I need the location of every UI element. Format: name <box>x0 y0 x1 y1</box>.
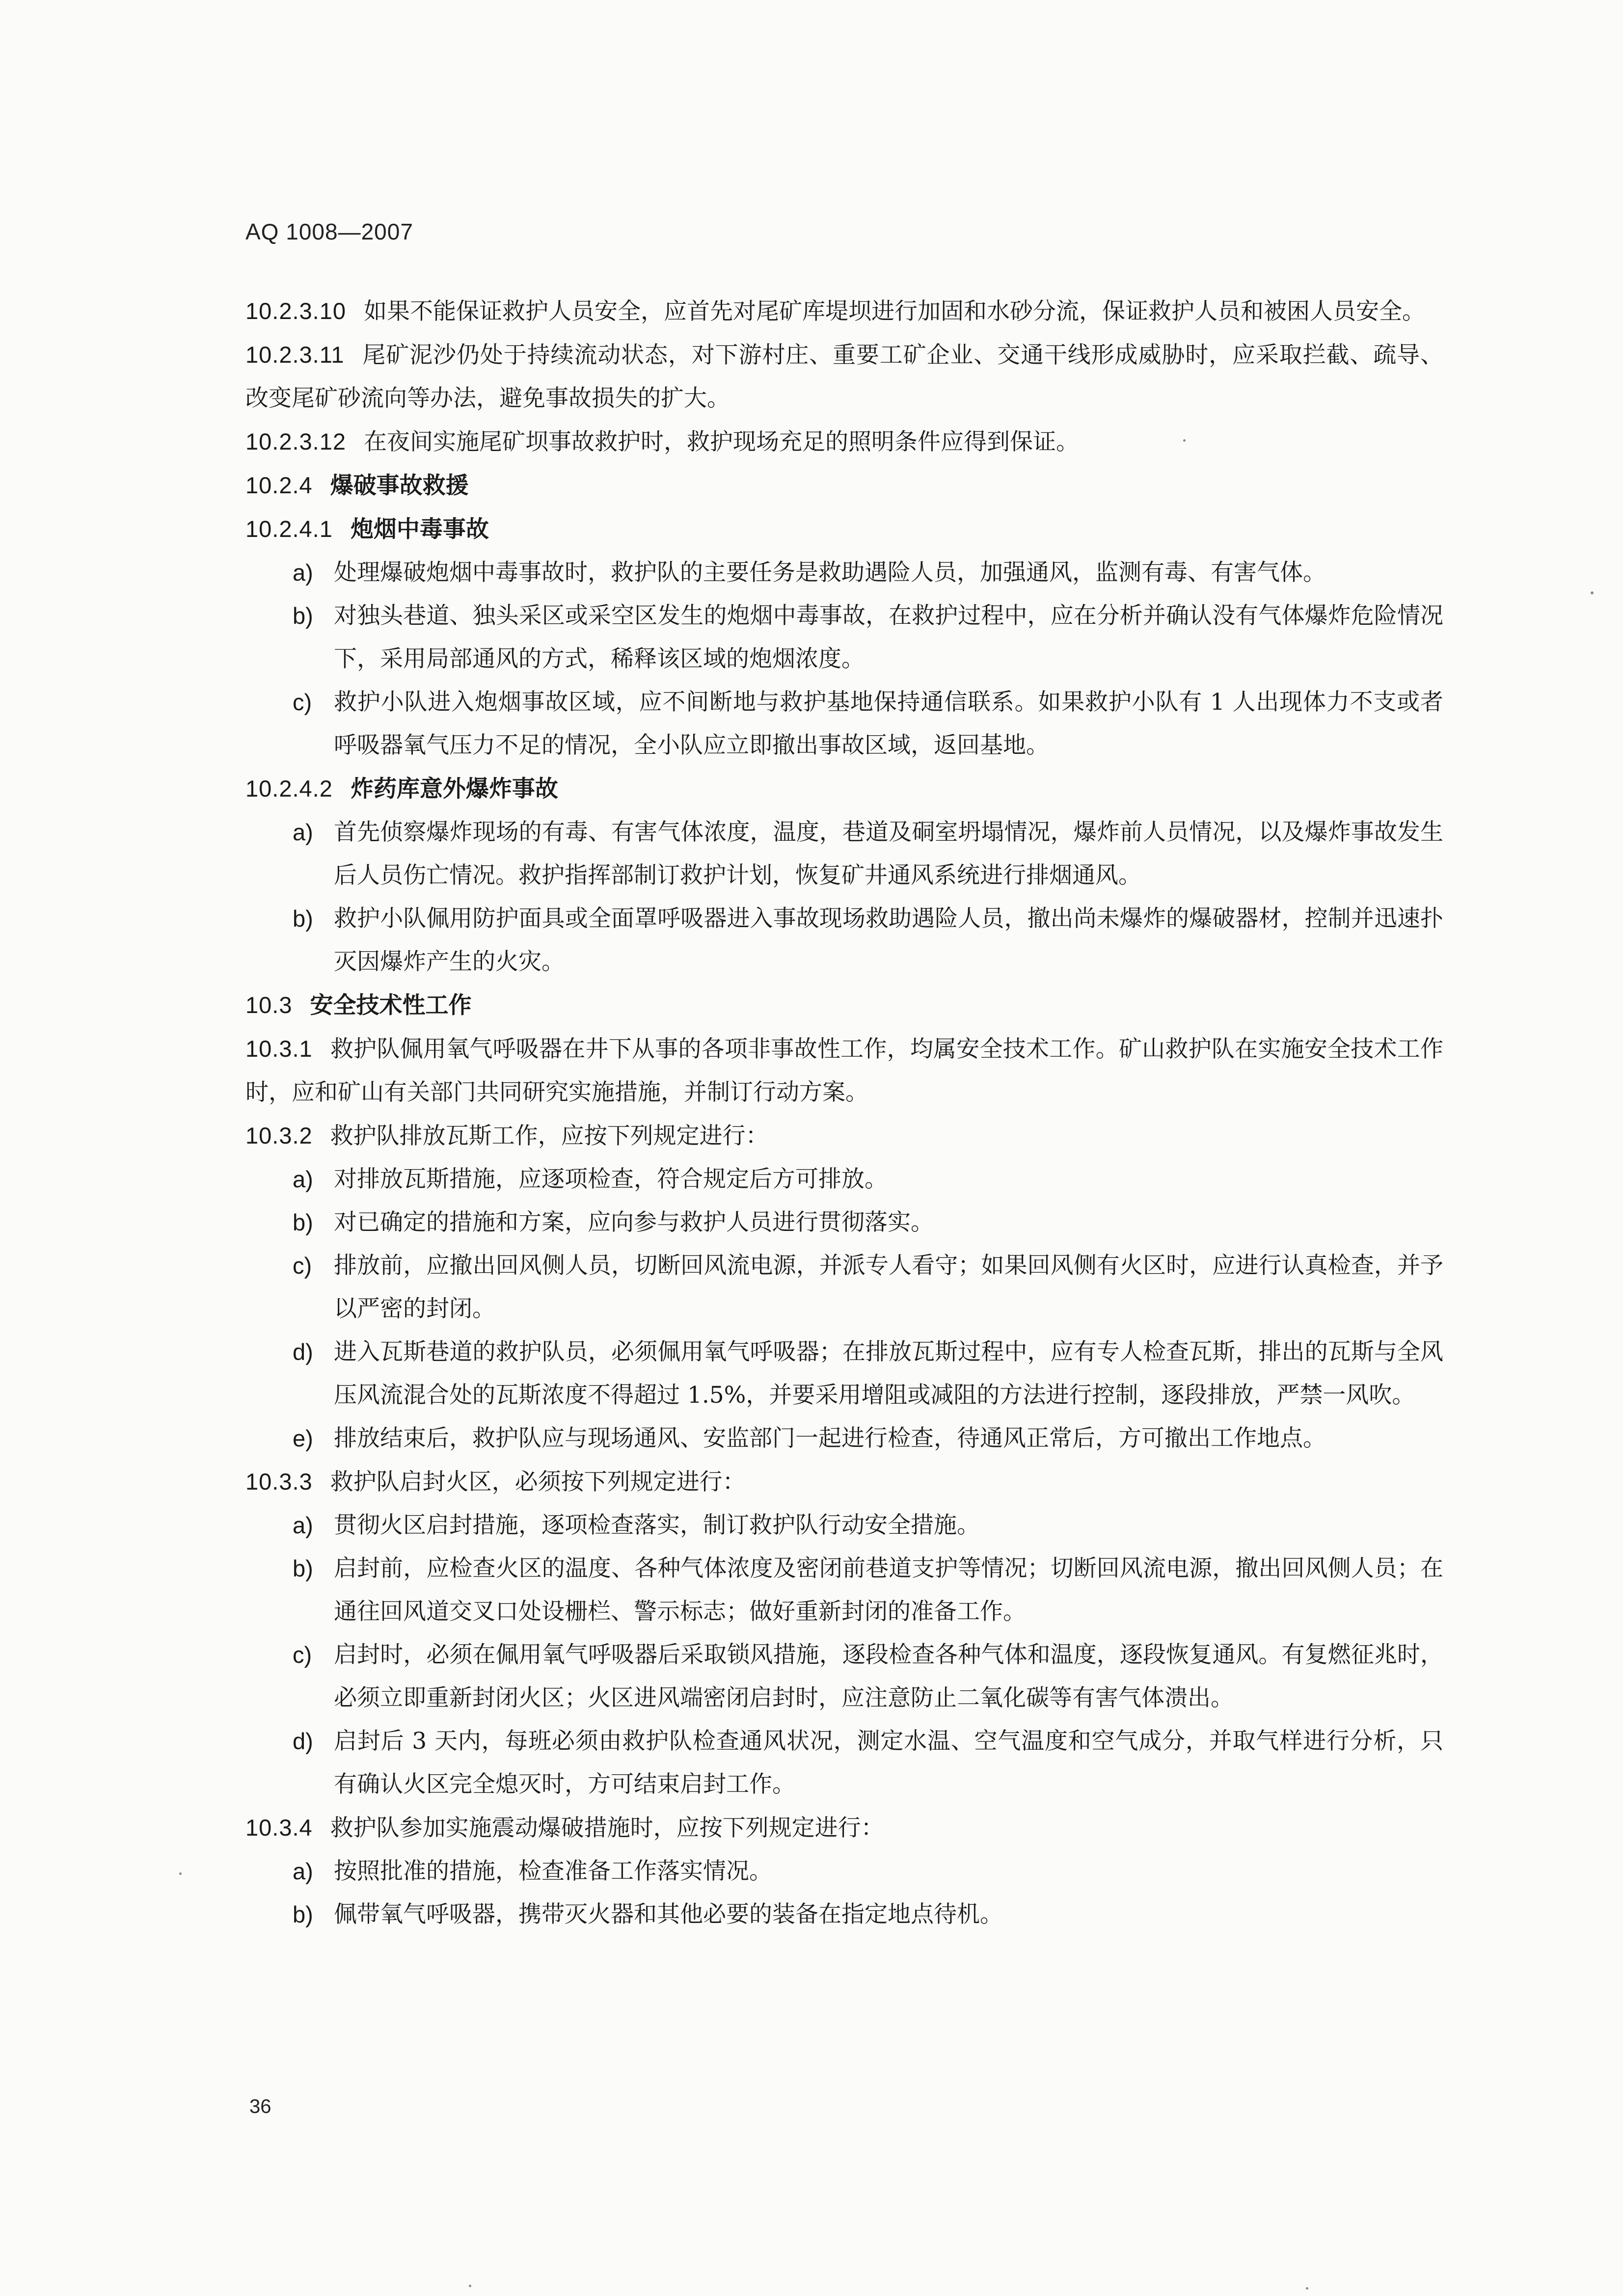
list-item-marker: b) <box>293 906 313 932</box>
clause-text: 尾矿泥沙仍处于持续流动状态，对下游村庄、重要工矿企业、交通干线形成威胁时，应采取拦截、疏导、改变尾矿砂流向等办法，避免事故损失的扩大。 <box>245 342 1443 412</box>
clause-number: 10.3 <box>245 992 293 1018</box>
list-item-marker: a) <box>293 1512 313 1538</box>
clause-paragraph <box>245 1460 1443 1504</box>
scan-speck <box>1183 439 1186 442</box>
list-item-marker: b) <box>293 1901 313 1927</box>
clause-text: 如果不能保证救护人员安全，应首先对尾矿库堤坝进行加固和水砂分流，保证救护人员和被困人员安全。 <box>364 298 1426 325</box>
list-item <box>245 1547 1443 1633</box>
heading-text: 安全技术性工作 <box>310 992 472 1019</box>
section-heading <box>245 507 1443 551</box>
clause-text: 救护队佩用氧气呼吸器在井下从事的各项非事故性工作，均属安全技术工作。矿山救护队在实施安全技术工作时，应和矿山有关部门共同研究实施措施，并制订行动方案。 <box>245 1036 1443 1106</box>
clause-paragraph <box>245 290 1443 333</box>
list-item <box>245 1417 1443 1460</box>
clause-text: 在夜间实施尾矿坝事故救护时，救护现场充足的照明条件应得到保证。 <box>364 428 1080 455</box>
clause-number: 10.2.4.1 <box>245 516 333 542</box>
list-item-text: 启封前，应检查火区的温度、各种气体浓度及密闭前巷道支护等情况；切断回风流电源，撤出回风侧人员；在通往回风道交叉口处设栅栏、警示标志；做好重新封闭的准备工作。 <box>334 1555 1443 1625</box>
list-item <box>245 1893 1443 1936</box>
list-item-text: 处理爆破炮烟中毒事故时，救护队的主要任务是救助遇险人员，加强通风，监测有毒、有害气体。 <box>334 559 1326 586</box>
list-item-text: 首先侦察爆炸现场的有毒、有害气体浓度，温度，巷道及硐室坍塌情况，爆炸前人员情况，以及爆炸事故发生后人员伤亡情况。救护指挥部制订救护计划，恢复矿井通风系统进行排烟通风。 <box>334 819 1443 889</box>
clause-paragraph <box>245 1806 1443 1850</box>
list-item <box>245 1720 1443 1806</box>
list-item-text: 启封时，必须在佩用氧气呼吸器后采取锁风措施，逐段检查各种气体和温度，逐段恢复通风。有复燃征兆时，必须立即重新封闭火区；火区进风端密闭启封时，应注意防止二氧化碳等有害气体溃出。 <box>334 1641 1443 1711</box>
list-item <box>245 1201 1443 1244</box>
list-item <box>245 1850 1443 1893</box>
list-item-text: 进入瓦斯巷道的救护队员，必须佩用氧气呼吸器；在排放瓦斯过程中，应有专人检查瓦斯，排出的瓦斯与全风压风流混合处的瓦斯浓度不得超过 1.5%，并要采用增阻或减阻的方法进行控制，逐段排放，严禁一风吹。 <box>334 1338 1443 1409</box>
list-item-marker: c) <box>293 1253 312 1279</box>
list-item <box>245 897 1443 984</box>
list-item-text: 佩带氧气呼吸器，携带灭火器和其他必要的装备在指定地点待机。 <box>334 1901 1003 1928</box>
scan-speck <box>469 2285 471 2287</box>
list-item <box>245 681 1443 767</box>
list-item <box>245 1633 1443 1720</box>
page-number: 36 <box>249 2096 271 2117</box>
list-item-marker: c) <box>293 1642 312 1668</box>
clause-text: 救护队参加实施震动爆破措施时，应按下列规定进行： <box>330 1815 884 1842</box>
list-item <box>245 1331 1443 1417</box>
list-item <box>245 1158 1443 1201</box>
list-item-marker: b) <box>293 1209 313 1235</box>
clause-number: 10.2.3.12 <box>245 428 347 454</box>
list-item <box>245 1504 1443 1547</box>
heading-text: 炸药库意外爆炸事故 <box>350 775 558 802</box>
clause-number: 10.3.1 <box>245 1036 313 1062</box>
scan-speck <box>1306 2287 1308 2290</box>
section-heading <box>245 767 1443 811</box>
clause-number: 10.2.4.2 <box>245 775 333 801</box>
clause-paragraph <box>245 1027 1443 1114</box>
list-item-text: 救护小队进入炮烟事故区域，应不间断地与救护基地保持通信联系。如果救护小队有 1 人出现体力不支或者呼吸器氧气压力不足的情况，全小队应立即撤出事故区域，返回基地。 <box>334 689 1443 759</box>
clause-number: 10.3.2 <box>245 1122 313 1148</box>
section-heading <box>245 984 1443 1027</box>
list-item <box>245 594 1443 681</box>
document-body <box>245 290 1443 1936</box>
list-item-text: 贯彻火区启封措施，逐项检查落实，制订救护队行动安全措施。 <box>334 1512 980 1539</box>
list-item-marker: b) <box>293 1555 313 1581</box>
list-item-marker: c) <box>293 689 312 715</box>
heading-text: 炮烟中毒事故 <box>350 516 489 543</box>
clause-text: 救护队启封火区，必须按下列规定进行： <box>330 1468 746 1495</box>
clause-number: 10.2.3.10 <box>245 298 347 324</box>
scan-speck <box>179 1872 182 1875</box>
list-item-text: 启封后 3 天内，每班必须由救护队检查通风状况，测定水温、空气温度和空气成分，并取气样进行分析，只有确认火区完全熄灭时，方可结束启封工作。 <box>334 1728 1443 1798</box>
list-item-marker: a) <box>293 1858 313 1884</box>
document-code: AQ 1008—2007 <box>245 219 413 244</box>
list-item-marker: b) <box>293 603 313 629</box>
list-item <box>245 811 1443 897</box>
clause-text: 救护队排放瓦斯工作，应按下列规定进行： <box>330 1122 769 1149</box>
clause-number: 10.3.3 <box>245 1468 313 1495</box>
clause-paragraph <box>245 1114 1443 1158</box>
list-item-text: 排放结束后，救护队应与现场通风、安监部门一起进行检查，待通风正常后，方可撤出工作地点。 <box>334 1425 1326 1452</box>
list-item-text: 对已确定的措施和方案，应向参与救护人员进行贯彻落实。 <box>334 1209 934 1236</box>
heading-text: 爆破事故救援 <box>330 472 469 499</box>
list-item-text: 按照批准的措施，检查准备工作落实情况。 <box>334 1858 772 1885</box>
list-item-marker: a) <box>293 560 313 586</box>
list-item-text: 对排放瓦斯措施，应逐项检查，符合规定后方可排放。 <box>334 1166 888 1193</box>
list-item <box>245 551 1443 594</box>
scan-speck <box>1591 591 1594 594</box>
list-item-text: 对独头巷道、独头采区或采空区发生的炮烟中毒事故，在救护过程中，应在分析并确认没有气体爆炸危险情况下，采用局部通风的方式，稀释该区域的炮烟浓度。 <box>334 602 1443 672</box>
section-heading <box>245 464 1443 507</box>
list-item-text: 救护小队佩用防护面具或全面罩呼吸器进入事故现场救助遇险人员，撤出尚未爆炸的爆破器材，控制并迅速扑灭因爆炸产生的火灾。 <box>334 905 1443 975</box>
list-item-marker: a) <box>293 1166 313 1192</box>
clause-number: 10.3.4 <box>245 1815 313 1841</box>
list-item-marker: d) <box>293 1339 313 1365</box>
list-item-marker: e) <box>293 1425 313 1451</box>
clause-paragraph <box>245 333 1443 420</box>
clause-number: 10.2.4 <box>245 472 313 498</box>
list-item-marker: a) <box>293 819 313 845</box>
list-item-marker: d) <box>293 1728 313 1754</box>
clause-paragraph <box>245 420 1443 464</box>
clause-number: 10.2.3.11 <box>245 342 345 368</box>
list-item-text: 排放前，应撤出回风侧人员，切断回风流电源，并派专人看守；如果回风侧有火区时，应进行认真检查，并予以严密的封闭。 <box>334 1252 1443 1322</box>
list-item <box>245 1244 1443 1331</box>
